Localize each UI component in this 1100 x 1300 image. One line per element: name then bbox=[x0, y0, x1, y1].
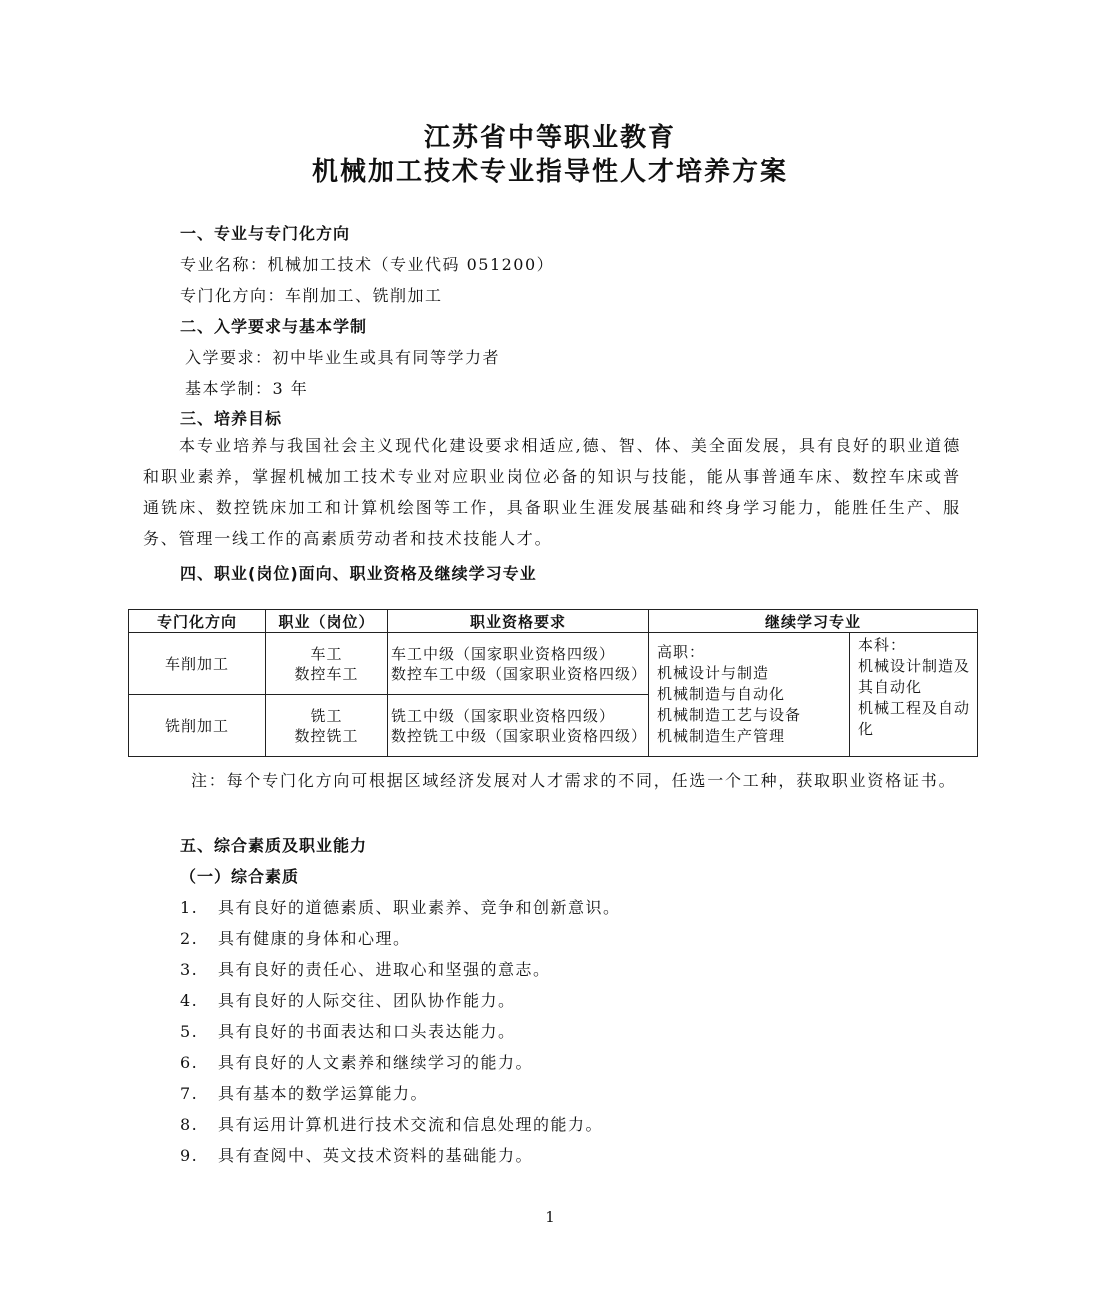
job-name: 铣工 bbox=[310, 706, 343, 725]
list-item-text: 具有良好的责任心、进取心和坚强的意志。 bbox=[218, 960, 551, 979]
job-cell bbox=[266, 633, 388, 695]
list-item-text: 具有基本的数学运算能力。 bbox=[218, 1084, 429, 1103]
list-item bbox=[180, 1143, 533, 1166]
header-job: 职业（岗位） bbox=[266, 610, 388, 633]
direction-cell: 铣削加工 bbox=[129, 695, 266, 757]
section2-heading: 二、入学要求与基本学制 bbox=[180, 317, 368, 336]
job-name: 数控铣工 bbox=[294, 726, 359, 745]
list-item-number: 4. bbox=[180, 991, 199, 1010]
table-header-row bbox=[129, 610, 978, 633]
undergraduate-major: 机械设计制造及其自动化 bbox=[858, 657, 971, 696]
list-item-number: 6. bbox=[180, 1053, 199, 1072]
list-item-number: 9. bbox=[180, 1146, 199, 1165]
admission-requirement-line: 入学要求：初中毕业生或具有同等学力者 bbox=[185, 348, 501, 367]
duration-line: 基本学制：3 年 bbox=[185, 379, 309, 398]
page-number: 1 bbox=[545, 1208, 555, 1226]
table-row bbox=[129, 633, 978, 695]
list-item-number: 8. bbox=[180, 1115, 199, 1134]
major-name-line: 专业名称：机械加工技术（专业代码 051200） bbox=[180, 255, 555, 274]
header-qualification: 职业资格要求 bbox=[388, 610, 649, 633]
list-item bbox=[180, 1112, 603, 1135]
list-item bbox=[180, 988, 516, 1011]
undergraduate-major: 机械工程及自动化 bbox=[858, 699, 971, 738]
qualification-item: 数控车工中级（国家职业资格四级） bbox=[391, 664, 648, 683]
section5-heading: 五、综合素质及职业能力 bbox=[180, 836, 368, 855]
section1-heading: 一、专业与专门化方向 bbox=[180, 224, 351, 243]
training-goal-paragraph: 本专业培养与我国社会主义现代化建设要求相适应,德、智、体、美全面发展，具有良好的职业道德和职业素养，掌握机械加工技术专业对应职业岗位必备的知识与技能，能从事普通车床、数控车床或普通铣床、数控铣床加工和计算机绘图等工作，具备职业生涯发展基础和终身学习能力，能胜任生产、服务、管理一线工作的高素质劳动者和技术技能人才。 bbox=[143, 436, 961, 548]
list-item-number: 3. bbox=[180, 960, 199, 979]
list-item-number: 1. bbox=[180, 898, 199, 917]
higher-vocational-major: 机械制造工艺与设备 bbox=[657, 706, 802, 724]
higher-vocational-major: 机械制造生产管理 bbox=[657, 727, 786, 745]
undergraduate-cell bbox=[850, 633, 978, 757]
qualification-item: 车工中级（国家职业资格四级） bbox=[391, 644, 616, 663]
higher-vocational-cell bbox=[649, 633, 850, 757]
subsection-heading: （一）综合素质 bbox=[180, 867, 300, 886]
direction-cell: 车削加工 bbox=[129, 633, 266, 695]
higher-vocational-major: 机械设计与制造 bbox=[657, 664, 770, 682]
qualification-item: 铣工中级（国家职业资格四级） bbox=[391, 706, 616, 725]
list-item-number: 5. bbox=[180, 1022, 199, 1041]
document-title-line2: 机械加工技术专业指导性人才培养方案 bbox=[311, 157, 788, 187]
list-item bbox=[180, 1019, 516, 1042]
list-item-text: 具有良好的道德素质、职业素养、竞争和创新意识。 bbox=[218, 898, 621, 917]
qualification-item: 数控铣工中级（国家职业资格四级） bbox=[391, 726, 648, 745]
list-item-text: 具有良好的人文素养和继续学习的能力。 bbox=[218, 1053, 534, 1072]
list-item-text: 具有健康的身体和心理。 bbox=[218, 929, 411, 948]
list-item-text: 具有良好的书面表达和口头表达能力。 bbox=[218, 1022, 516, 1041]
job-name: 车工 bbox=[310, 644, 343, 663]
list-item bbox=[180, 1081, 428, 1104]
section3-heading: 三、培养目标 bbox=[180, 409, 283, 428]
job-cell bbox=[266, 695, 388, 757]
list-item bbox=[180, 957, 551, 980]
list-item bbox=[180, 895, 621, 918]
list-item bbox=[180, 926, 411, 949]
table-note: 注：每个专门化方向可根据区域经济发展对人才需求的不同，任选一个工种，获取职业资格证书。 bbox=[191, 771, 957, 790]
job-name: 数控车工 bbox=[294, 664, 359, 683]
higher-vocational-label: 高职： bbox=[657, 643, 706, 661]
specialization-line: 专门化方向：车削加工、铣削加工 bbox=[180, 286, 443, 305]
document-title-line1: 江苏省中等职业教育 bbox=[423, 123, 676, 153]
list-item-number: 7. bbox=[180, 1084, 199, 1103]
list-item-text: 具有运用计算机进行技术交流和信息处理的能力。 bbox=[218, 1115, 604, 1134]
career-table bbox=[128, 609, 978, 757]
qualification-cell bbox=[388, 695, 649, 757]
list-item-number: 2. bbox=[180, 929, 199, 948]
undergraduate-label: 本科： bbox=[858, 636, 907, 654]
section4-heading: 四、职业(岗位)面向、职业资格及继续学习专业 bbox=[180, 564, 537, 583]
higher-vocational-major: 机械制造与自动化 bbox=[657, 685, 786, 703]
qualification-cell bbox=[388, 633, 649, 695]
header-direction: 专门化方向 bbox=[129, 610, 266, 633]
list-item-text: 具有良好的人际交往、团队协作能力。 bbox=[218, 991, 516, 1010]
header-further-study: 继续学习专业 bbox=[649, 610, 978, 633]
list-item-text: 具有查阅中、英文技术资料的基础能力。 bbox=[218, 1146, 534, 1165]
list-item bbox=[180, 1050, 533, 1073]
